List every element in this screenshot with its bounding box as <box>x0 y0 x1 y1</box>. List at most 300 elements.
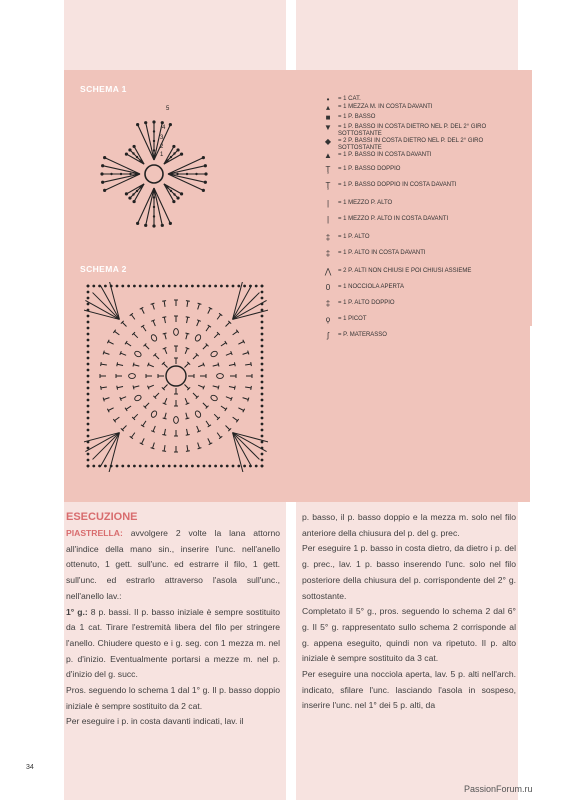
paragraph-3: Pros. seguendo lo schema 1 dal 1° g. Il p. basso doppio iniziale è sempre sostituito da 2 cat. <box>66 685 280 711</box>
stitch-tip-dot <box>204 164 207 167</box>
instructions-right-column <box>302 510 516 714</box>
stitch-stroke <box>103 174 140 182</box>
chain-dot <box>92 285 95 288</box>
stitch-tip-dot <box>152 224 155 227</box>
chain-dot <box>203 465 206 468</box>
legend-text: = 1 P. ALTO DOPPIO <box>338 300 395 306</box>
stitch-tip-dot <box>180 152 183 155</box>
stitch-crossbar <box>101 386 102 390</box>
stitch-crossbar <box>186 434 190 435</box>
round-label-1: 1 <box>160 152 164 158</box>
stitch-crossbar <box>251 386 252 390</box>
chain-dot <box>87 423 90 426</box>
chain-dot <box>87 351 90 354</box>
chain-dot <box>261 459 264 462</box>
chain-dot <box>121 465 124 468</box>
schema-1-arms <box>100 120 207 227</box>
stitch-crossbar <box>198 303 202 304</box>
stitch-stroke <box>108 341 113 344</box>
chain-dot <box>261 417 264 420</box>
stitch-stroke <box>185 348 187 354</box>
stitch-stroke <box>108 408 113 411</box>
stitch-stroke <box>121 397 127 399</box>
stitch-stroke <box>101 364 107 365</box>
stitch-crossbar <box>234 362 235 366</box>
chain-dot <box>186 173 188 175</box>
chain-dot <box>116 465 119 468</box>
chain-dot <box>261 375 264 378</box>
stitch-stroke <box>163 363 167 367</box>
stitch-stroke <box>226 353 232 355</box>
stitch-tip-dot <box>144 224 147 227</box>
stitch-stroke <box>203 345 207 349</box>
schema-2-diagram <box>84 282 268 472</box>
chain-dot <box>261 399 264 402</box>
chain-dot <box>87 405 90 408</box>
stitch-stroke <box>131 315 135 320</box>
stitch-stroke <box>203 403 207 407</box>
chain-dot <box>185 285 188 288</box>
paragraph-6: Per eseguire 1 p. basso in costa dietro, da dietro i p. del g. prec., lav. 1 p. basso inserendo l'unc. solo nel filo posteriore della chiusura del p. corrispondente del 2° g. sottostante. <box>302 543 516 601</box>
stitch-stroke <box>198 443 200 449</box>
chain-dot <box>156 285 159 288</box>
stitch-stroke <box>213 365 219 367</box>
stitch-stroke <box>163 384 167 388</box>
legend-text: = 1 MEZZA M. IN COSTA DAVANTI <box>338 104 433 110</box>
chain-dot <box>132 152 134 154</box>
chain-dot <box>87 285 90 288</box>
open-puff-mark <box>134 350 142 358</box>
legend-text: = 1 P. BASSO IN COSTA DAVANTI <box>338 152 432 158</box>
chain-dot <box>136 190 138 192</box>
stitch-stroke <box>208 438 211 443</box>
stitch-crossbar <box>103 398 104 402</box>
stitch-tip-dot <box>161 224 164 227</box>
stitch-crossbar <box>218 385 219 389</box>
stitch-crossbar <box>120 351 122 355</box>
two-treble-together-icon: ⋀ <box>324 267 332 276</box>
chain-dot <box>261 429 264 432</box>
chain-dot <box>226 465 229 468</box>
round-label-5: 5 <box>166 106 170 112</box>
stitch-stroke <box>225 425 229 429</box>
chain-dot <box>261 369 264 372</box>
paragraph-2 <box>66 605 280 684</box>
stitch-stroke <box>148 365 154 367</box>
chain-dot <box>153 130 155 132</box>
stitch-crossbar <box>117 362 118 366</box>
stitch-crossbar <box>151 448 155 449</box>
chain-dot <box>153 196 155 198</box>
stitch-tip-dot <box>125 152 128 155</box>
treble-icon: ‡ <box>325 233 331 242</box>
open-puff-mark <box>217 374 224 379</box>
single-crochet-square-icon: ■ <box>325 113 331 122</box>
stitch-tip-dot <box>161 121 164 124</box>
chain-dot <box>133 465 136 468</box>
chain-dot <box>255 285 258 288</box>
chain-dot <box>87 429 90 432</box>
round-1-heading: 1° g.: <box>66 606 88 617</box>
chain-dot <box>145 285 148 288</box>
chain-dot <box>87 447 90 450</box>
stitch-stroke <box>134 334 138 338</box>
stitch-crossbar <box>101 362 102 366</box>
chain-dot <box>203 285 206 288</box>
chain-dot <box>261 285 264 288</box>
chain-dot <box>261 453 264 456</box>
stitch-stroke <box>115 331 120 335</box>
stitch-tip-dot <box>204 172 207 175</box>
chain-dot <box>127 465 130 468</box>
stitch-stroke <box>214 414 218 418</box>
stitch-stroke <box>186 333 188 339</box>
chain-dot <box>116 285 119 288</box>
stitch-stroke <box>243 353 249 355</box>
legend-text: = 1 PICOT <box>338 316 367 322</box>
stitch-tip-dot <box>152 120 155 123</box>
chain-dot <box>166 159 168 161</box>
open-puff-mark <box>194 410 202 418</box>
treble-front-icon: ‡ <box>325 249 331 258</box>
paragraph-2-text: 8 p. bassi. Il p. basso iniziale è sempre sostituito da 1 cat. Tirare l'estremità libera del filo per stringere l'anello. Chiudere questo e i g. seg. con 1 mezza m. nel p. d'inizio. Eventualmente portarsi a mezze m. nel p. d'inizio del g. succ. <box>66 606 280 680</box>
chain-dot <box>168 285 171 288</box>
stitch-stroke <box>146 123 154 160</box>
stitch-crossbar <box>133 385 134 389</box>
chain-dot <box>153 149 155 151</box>
schema-2-stitches <box>84 282 268 472</box>
stitch-crossbar <box>248 351 249 355</box>
chain-dot <box>133 285 136 288</box>
chain-dot <box>261 345 264 348</box>
legend-text: = 1 P. BASSO DOPPIO IN COSTA DAVANTI <box>338 182 457 188</box>
stitch-stroke <box>221 406 226 409</box>
mattress-stitch-icon: ʃ <box>327 331 329 340</box>
stitch-stroke <box>226 397 232 399</box>
stitch-stroke <box>153 426 155 432</box>
chain-dot <box>139 285 142 288</box>
chain-dot <box>162 285 165 288</box>
stitch-stroke <box>143 326 146 331</box>
stitch-stroke <box>117 387 123 388</box>
chain-dot <box>87 381 90 384</box>
chain-dot <box>129 173 131 175</box>
stitch-crossbar <box>151 303 155 304</box>
stitch-stroke <box>217 433 221 438</box>
stitch-stroke <box>148 385 154 387</box>
stitch-tip-dot <box>125 192 128 195</box>
stitch-stroke <box>153 321 155 327</box>
chain-dot <box>92 465 95 468</box>
stitch-stroke <box>164 429 165 435</box>
stitch-crossbar <box>148 363 150 367</box>
chain-dot <box>261 405 264 408</box>
stitch-stroke <box>122 322 126 326</box>
chain-dot <box>261 339 264 342</box>
chain-dot <box>87 345 90 348</box>
chain-dot <box>173 152 175 154</box>
center-ring <box>166 366 186 386</box>
stitch-stroke <box>217 315 221 320</box>
stitch-stroke <box>187 429 188 435</box>
stitch-crossbar <box>251 362 252 366</box>
stitch-stroke <box>243 398 249 400</box>
stitch-tip-dot <box>103 156 106 159</box>
legend-text: = P. MATERASSO <box>338 332 387 338</box>
stitch-stroke <box>225 322 229 326</box>
chain-dot <box>243 285 246 288</box>
stitch-stroke <box>154 188 170 223</box>
stitch-stroke <box>185 398 187 404</box>
stitch-stroke <box>141 308 144 313</box>
stitch-crossbar <box>186 301 190 302</box>
open-puff-mark <box>134 394 142 402</box>
stitch-crossbar <box>203 363 205 367</box>
stitch-stroke <box>208 308 211 313</box>
stitch-stroke <box>164 317 165 323</box>
stitch-stroke <box>197 426 199 432</box>
stitch-stroke <box>229 364 235 365</box>
chain-dot <box>87 357 90 360</box>
stitch-stroke <box>133 386 139 388</box>
chain-dot <box>87 291 90 294</box>
chain-dot <box>168 465 171 468</box>
stitch-stroke <box>165 413 167 419</box>
chain-dot <box>132 193 134 195</box>
chain-dot <box>179 285 182 288</box>
stitch-stroke <box>141 438 144 443</box>
stitch-tip-dot <box>132 145 135 148</box>
stitch-tip-dot <box>136 222 139 225</box>
legend-text: = 1 NOCCIOLA APERTA <box>338 284 404 290</box>
stitch-stroke <box>153 443 155 449</box>
single-crochet-back-icon: ▼ <box>324 123 332 132</box>
stitch-stroke <box>245 387 251 388</box>
chain-dot <box>150 285 153 288</box>
stitch-crossbar <box>162 434 166 435</box>
stitch-crossbar <box>103 351 104 355</box>
chain-dot <box>191 465 194 468</box>
chain-dot <box>153 215 155 217</box>
chain-dot <box>179 465 182 468</box>
chain-dot <box>87 417 90 420</box>
chain-dot <box>261 351 264 354</box>
stitch-crossbar <box>186 317 190 318</box>
stitch-stroke <box>187 445 188 451</box>
chain-dot <box>261 423 264 426</box>
legend-text: = 1 P. BASSO DOPPIO <box>338 166 401 172</box>
stitch-stroke <box>138 188 154 223</box>
chain-dot <box>197 285 200 288</box>
chain-dot <box>136 156 138 158</box>
single-crochet-front-icon: ▲ <box>324 151 332 160</box>
stitch-crossbar <box>163 348 167 350</box>
stitch-tip-dot <box>202 156 205 159</box>
stitch-stroke <box>168 174 203 190</box>
stitch-stroke <box>165 398 167 404</box>
stitch-stroke <box>165 348 167 354</box>
legend-text: = 1 CAT. <box>338 96 361 102</box>
stitch-crossbar <box>163 418 167 419</box>
chain-dot <box>104 285 107 288</box>
stitch-stroke <box>104 398 110 400</box>
stitch-stroke <box>168 158 203 174</box>
stitch-stroke <box>187 301 188 307</box>
chain-dot <box>261 297 264 300</box>
chain-dot <box>139 186 141 188</box>
legend-text: = 1 MEZZO P. ALTO <box>338 200 393 206</box>
half-treble-icon: | <box>326 199 330 208</box>
paragraph-4: Per eseguire i p. in costa davanti indicati, lav. il <box>66 716 244 727</box>
chain-dot <box>87 453 90 456</box>
chain-dot <box>237 465 240 468</box>
stitch-crossbar <box>117 386 118 390</box>
stitch-tip-dot <box>172 200 175 203</box>
stitch-stroke <box>146 188 154 225</box>
chain-dot <box>261 315 264 318</box>
tile-heading: PIASTRELLA: <box>66 528 123 538</box>
stitch-stroke <box>138 125 154 160</box>
paragraph-5: p. basso, il p. basso doppio e la mezza m. solo nel filo anteriore della chiusura del p. del g. prec. <box>302 512 516 538</box>
chain-dot <box>261 435 264 438</box>
round-label-4: 4 <box>162 125 166 131</box>
stitch-stroke <box>184 363 188 367</box>
open-puff-mark <box>150 334 158 342</box>
stitch-stroke <box>184 384 188 388</box>
stitch-stroke <box>238 408 243 411</box>
stitch-stroke <box>168 174 205 182</box>
stitch-stroke <box>245 364 251 365</box>
chain-dot <box>261 387 264 390</box>
legend-text: = 2 P. BASSI IN COSTA DIETRO NEL P. DEL 2° GIRO SOTTOSTANTE <box>338 138 484 151</box>
stitch-crossbar <box>151 431 155 433</box>
stitch-crossbar <box>185 333 189 334</box>
legend-text: = 1 P. ALTO IN COSTA DAVANTI <box>338 250 426 256</box>
stitch-crossbar <box>162 451 166 452</box>
stitch-crossbar <box>231 397 233 401</box>
stitch-tip-dot <box>144 121 147 124</box>
chain-dot <box>261 465 264 468</box>
stitch-stroke <box>103 166 140 174</box>
stitch-stroke <box>101 387 107 388</box>
stitch-stroke <box>143 421 146 426</box>
legend-text: = 2 P. ALTI NON CHIUSI E POI CHIUSI ASSIEME <box>338 268 472 274</box>
chain-dot <box>170 156 172 158</box>
chain-dot <box>145 465 148 468</box>
chain-dot-icon: • <box>326 95 330 104</box>
schema-1-diagram <box>94 96 214 246</box>
stitch-stroke <box>121 353 127 355</box>
stitch-stroke <box>238 341 243 344</box>
chain-dot <box>261 363 264 366</box>
chain-dot <box>261 393 264 396</box>
chain-dot <box>191 285 194 288</box>
chain-dot <box>139 465 142 468</box>
stitch-crossbar <box>248 398 249 402</box>
chain-dot <box>232 285 235 288</box>
legend-text: = 1 P. ALTO <box>338 234 370 240</box>
chain-dot <box>87 333 90 336</box>
open-puff-mark <box>210 394 218 402</box>
stitch-tip-dot <box>101 164 104 167</box>
half-treble-front-icon: | <box>326 215 330 224</box>
stitch-stroke <box>164 445 165 451</box>
chain-dot <box>261 291 264 294</box>
slip-stitch-front-icon: ▴ <box>325 103 330 112</box>
schema-1-title: SCHEMA 1 <box>80 84 127 94</box>
stitch-crossbar <box>151 320 155 322</box>
stitch-tip-dot <box>172 145 175 148</box>
stitch-stroke <box>134 414 138 418</box>
chain-dot <box>87 297 90 300</box>
chain-dot <box>173 193 175 195</box>
stitch-crossbar <box>218 363 219 367</box>
stitch-tip-dot <box>202 189 205 192</box>
half-double-icon: Ţ <box>325 165 331 174</box>
stitch-crossbar <box>197 320 201 322</box>
stitch-crossbar <box>148 386 150 390</box>
stitch-crossbar <box>203 386 205 390</box>
chain-dot <box>87 387 90 390</box>
legend-text: = 1 P. BASSO IN COSTA DIETRO NEL P. DEL 2° GIRO SOTTOSTANTE <box>338 124 487 137</box>
stitch-stroke <box>154 188 162 225</box>
stitch-stroke <box>198 365 204 367</box>
stitch-stroke <box>122 425 126 429</box>
stitch-stroke <box>117 364 123 365</box>
stitch-tip-dot <box>169 222 172 225</box>
chain-dot <box>153 140 155 142</box>
stitch-stroke <box>206 421 209 426</box>
chain-dot <box>174 465 177 468</box>
stitch-crossbar <box>186 348 190 350</box>
stitch-stroke <box>126 343 131 346</box>
chain-dot <box>166 186 168 188</box>
chain-dot <box>127 285 130 288</box>
chain-dot <box>87 411 90 414</box>
legend-text: = 1 P. BASSO <box>338 114 376 120</box>
double-single-back-icon: ◆ <box>324 137 332 146</box>
chain-dot <box>139 159 141 161</box>
stitch-tip-dot <box>101 181 104 184</box>
chain-dot <box>87 321 90 324</box>
round-label-3: 3 <box>160 135 164 141</box>
stitch-crossbar <box>120 397 122 401</box>
stitch-tip-dot <box>128 148 131 151</box>
schema-2-title: SCHEMA 2 <box>80 264 127 274</box>
chain-dot <box>170 190 172 192</box>
chain-dot <box>87 339 90 342</box>
chain-dot <box>243 465 246 468</box>
chain-dot <box>87 393 90 396</box>
chain-dot <box>176 173 178 175</box>
stitch-tip-dot <box>103 189 106 192</box>
chain-dot <box>208 285 211 288</box>
chain-dot <box>104 465 107 468</box>
half-double-front-icon: Ţ <box>325 181 331 190</box>
stitch-stroke <box>145 403 149 407</box>
stitch-stroke <box>155 355 159 359</box>
stitch-stroke <box>168 166 205 174</box>
stitch-crossbar <box>231 351 233 355</box>
stitch-stroke <box>105 158 140 174</box>
stitch-tip-dot <box>204 181 207 184</box>
stitch-stroke <box>233 417 238 421</box>
stitch-crossbar <box>162 317 166 318</box>
stitch-stroke <box>153 304 155 310</box>
stitch-stroke <box>198 385 204 387</box>
stitch-tip-dot <box>136 123 139 126</box>
chain-dot <box>87 435 90 438</box>
